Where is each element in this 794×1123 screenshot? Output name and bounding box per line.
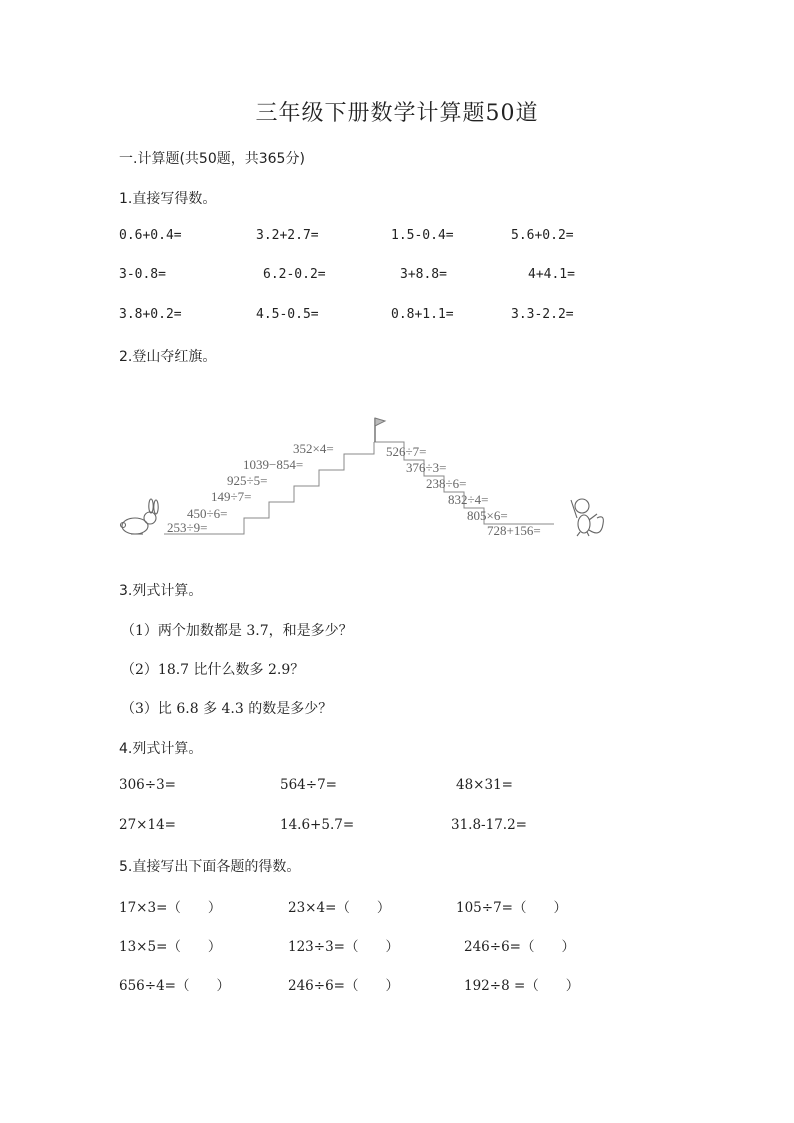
problem: 6.2-0.2= xyxy=(263,267,326,282)
problem: 123÷3=（ ） xyxy=(288,939,399,955)
right-step-2: 376÷3= xyxy=(406,460,447,475)
problem: 23×4=（ ） xyxy=(288,900,391,916)
question-2-heading: 2.登山夺红旗。 xyxy=(119,349,217,365)
page-title: 三年级下册数学计算题50道 xyxy=(255,101,539,126)
left-step-5: 1039−854= xyxy=(243,457,304,472)
right-step-6: 728+156= xyxy=(487,523,541,538)
left-step-2: 450÷6= xyxy=(187,506,228,521)
problem: 105÷7=（ ） xyxy=(456,900,567,916)
problem: 4+4.1= xyxy=(528,267,575,282)
problem: 13×5=（ ） xyxy=(119,939,222,955)
right-step-3: 238÷6= xyxy=(426,476,467,491)
problem: 192÷8 =（ ） xyxy=(464,978,580,994)
question-5-heading: 5.直接写出下面各题的得数。 xyxy=(119,859,301,875)
mountain-stairs-diagram xyxy=(119,412,619,542)
monkey-icon xyxy=(571,499,603,536)
flag-icon xyxy=(375,418,385,442)
right-step-1: 526÷7= xyxy=(386,444,427,459)
problem: 0.8+1.1= xyxy=(391,307,454,322)
problem: 1.5-0.4= xyxy=(391,228,454,243)
left-step-1: 253÷9= xyxy=(167,520,208,535)
question-4-heading: 4.列式计算。 xyxy=(119,741,203,757)
section-heading: 一.计算题(共50题，共365分) xyxy=(119,151,305,167)
problem: 3.2+2.7= xyxy=(256,228,319,243)
problem: 306÷3= xyxy=(119,777,176,793)
problem: 564÷7= xyxy=(280,777,337,793)
right-step-4: 832÷4= xyxy=(448,492,489,507)
problem: 31.8-17.2= xyxy=(451,817,527,833)
problem: 3.3-2.2= xyxy=(511,307,574,322)
problem: 246÷6=（ ） xyxy=(288,978,399,994)
right-step-5: 805×6= xyxy=(467,508,508,523)
rabbit-icon xyxy=(121,499,159,534)
word-problem-1: （1）两个加数都是 3.7，和是多少？ xyxy=(121,623,353,639)
problem: 4.5-0.5= xyxy=(256,307,319,322)
word-problem-3: （3）比 6.8 多 4.3 的数是多少？ xyxy=(121,701,333,717)
question-3-heading: 3.列式计算。 xyxy=(119,583,203,599)
problem: 246÷6=（ ） xyxy=(464,939,575,955)
left-step-3: 149÷7= xyxy=(211,489,252,504)
problem: 656÷4=（ ） xyxy=(119,978,230,994)
problem: 14.6+5.7= xyxy=(280,817,355,833)
problem: 3-0.8= xyxy=(119,267,166,282)
left-step-6: 352×4= xyxy=(293,441,334,456)
problem: 5.6+0.2= xyxy=(511,228,574,243)
question-1-heading: 1.直接写得数。 xyxy=(119,191,217,207)
problem: 0.6+0.4= xyxy=(119,228,182,243)
problem: 17×3=（ ） xyxy=(119,900,222,916)
problem: 3.8+0.2= xyxy=(119,307,182,322)
problem: 27×14= xyxy=(119,817,176,833)
problem: 3+8.8= xyxy=(400,267,447,282)
word-problem-2: （2）18.7 比什么数多 2.9？ xyxy=(121,662,305,678)
left-step-4: 925÷5= xyxy=(227,473,268,488)
problem: 48×31= xyxy=(456,777,513,793)
